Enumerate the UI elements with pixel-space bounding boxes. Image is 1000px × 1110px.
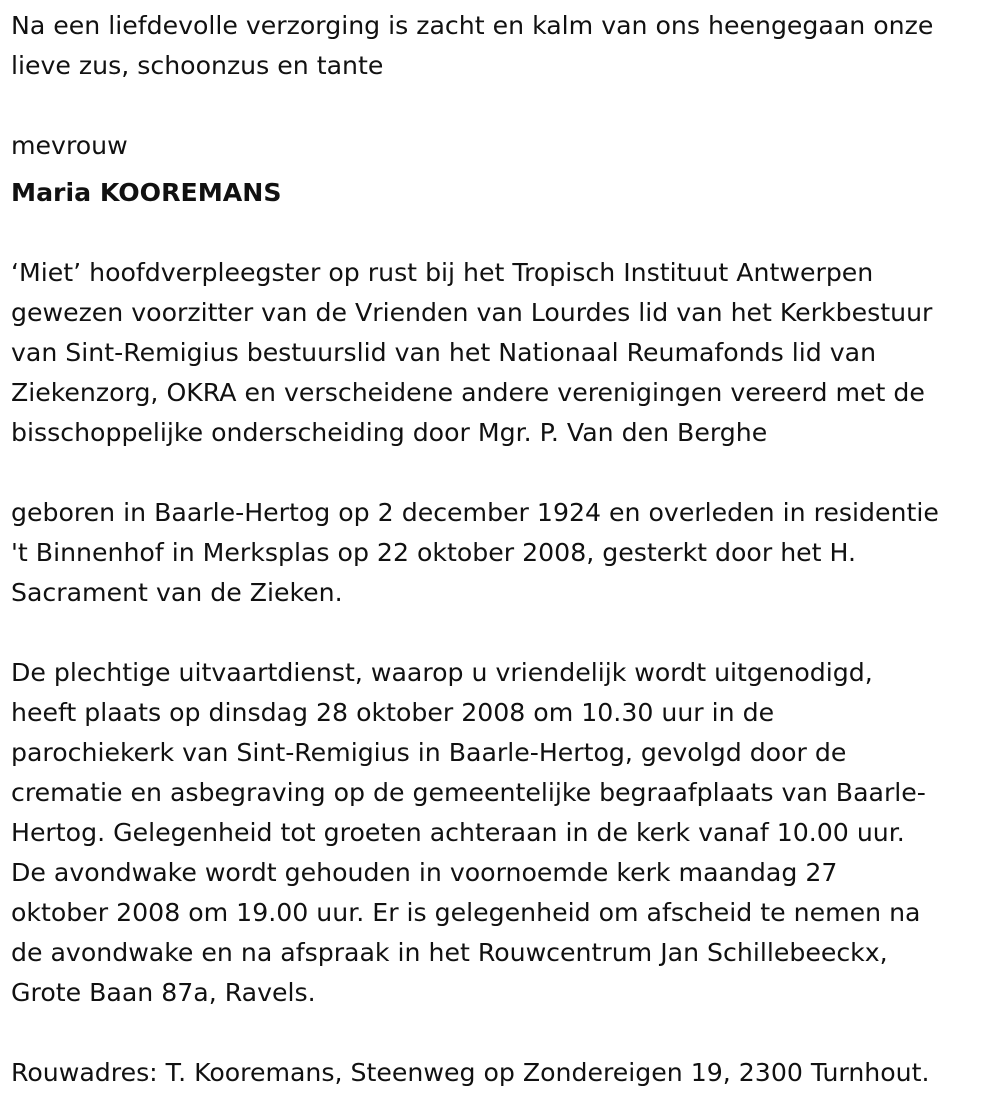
mourning-address: Rouwadres: T. Kooremans, Steenweg op Zondereigen 19, 2300 Turnhout. — [11, 1058, 930, 1087]
biography-line-3: van Sint-Remigius bestuurslid van het Nationaal Reumafonds lid van — [11, 338, 877, 367]
intro-line-1: Na een liefdevolle verzorging is zacht en kalm van ons heengegaan onze — [11, 11, 934, 40]
life-line-2: 't Binnenhof in Merksplas op 22 oktober 2008, gesterkt door het H. — [11, 538, 857, 567]
funeral-line-9: Grote Baan 87a, Ravels. — [11, 978, 316, 1007]
funeral-line-6: De avondwake wordt gehouden in voornoemde kerk maandag 27 — [11, 858, 838, 887]
funeral-line-7: oktober 2008 om 19.00 uur. Er is gelegenheid om afscheid te nemen na — [11, 898, 921, 927]
honorific: mevrouw — [11, 131, 128, 160]
biography-line-2: gewezen voorzitter van de Vrienden van Lourdes lid van het Kerkbestuur — [11, 298, 933, 327]
funeral-line-3: parochiekerk van Sint-Remigius in Baarle-Hertog, gevolgd door de — [11, 738, 847, 767]
deceased-name: Maria KOOREMANS — [11, 178, 282, 207]
life-line-1: geboren in Baarle-Hertog op 2 december 1924 en overleden in residentie — [11, 498, 939, 527]
intro-line-2: lieve zus, schoonzus en tante — [11, 51, 384, 80]
funeral-line-2: heeft plaats op dinsdag 28 oktober 2008 om 10.30 uur in de — [11, 698, 775, 727]
funeral-line-1: De plechtige uitvaartdienst, waarop u vriendelijk wordt uitgenodigd, — [11, 658, 873, 687]
funeral-line-8: de avondwake en na afspraak in het Rouwcentrum Jan Schillebeeckx, — [11, 938, 888, 967]
funeral-line-5: Hertog. Gelegenheid tot groeten achteraan in de kerk vanaf 10.00 uur. — [11, 818, 905, 847]
life-line-3: Sacrament van de Zieken. — [11, 578, 343, 607]
funeral-line-4: crematie en asbegraving op de gemeentelijke begraafplaats van Baarle- — [11, 778, 926, 807]
biography-line-4: Ziekenzorg, OKRA en verscheidene andere verenigingen vereerd met de — [11, 378, 925, 407]
biography-line-5: bisschoppelijke onderscheiding door Mgr. P. Van den Berghe — [11, 418, 768, 447]
biography-line-1: ‘Miet’ hoofdverpleegster op rust bij het Tropisch Instituut Antwerpen — [11, 258, 874, 287]
